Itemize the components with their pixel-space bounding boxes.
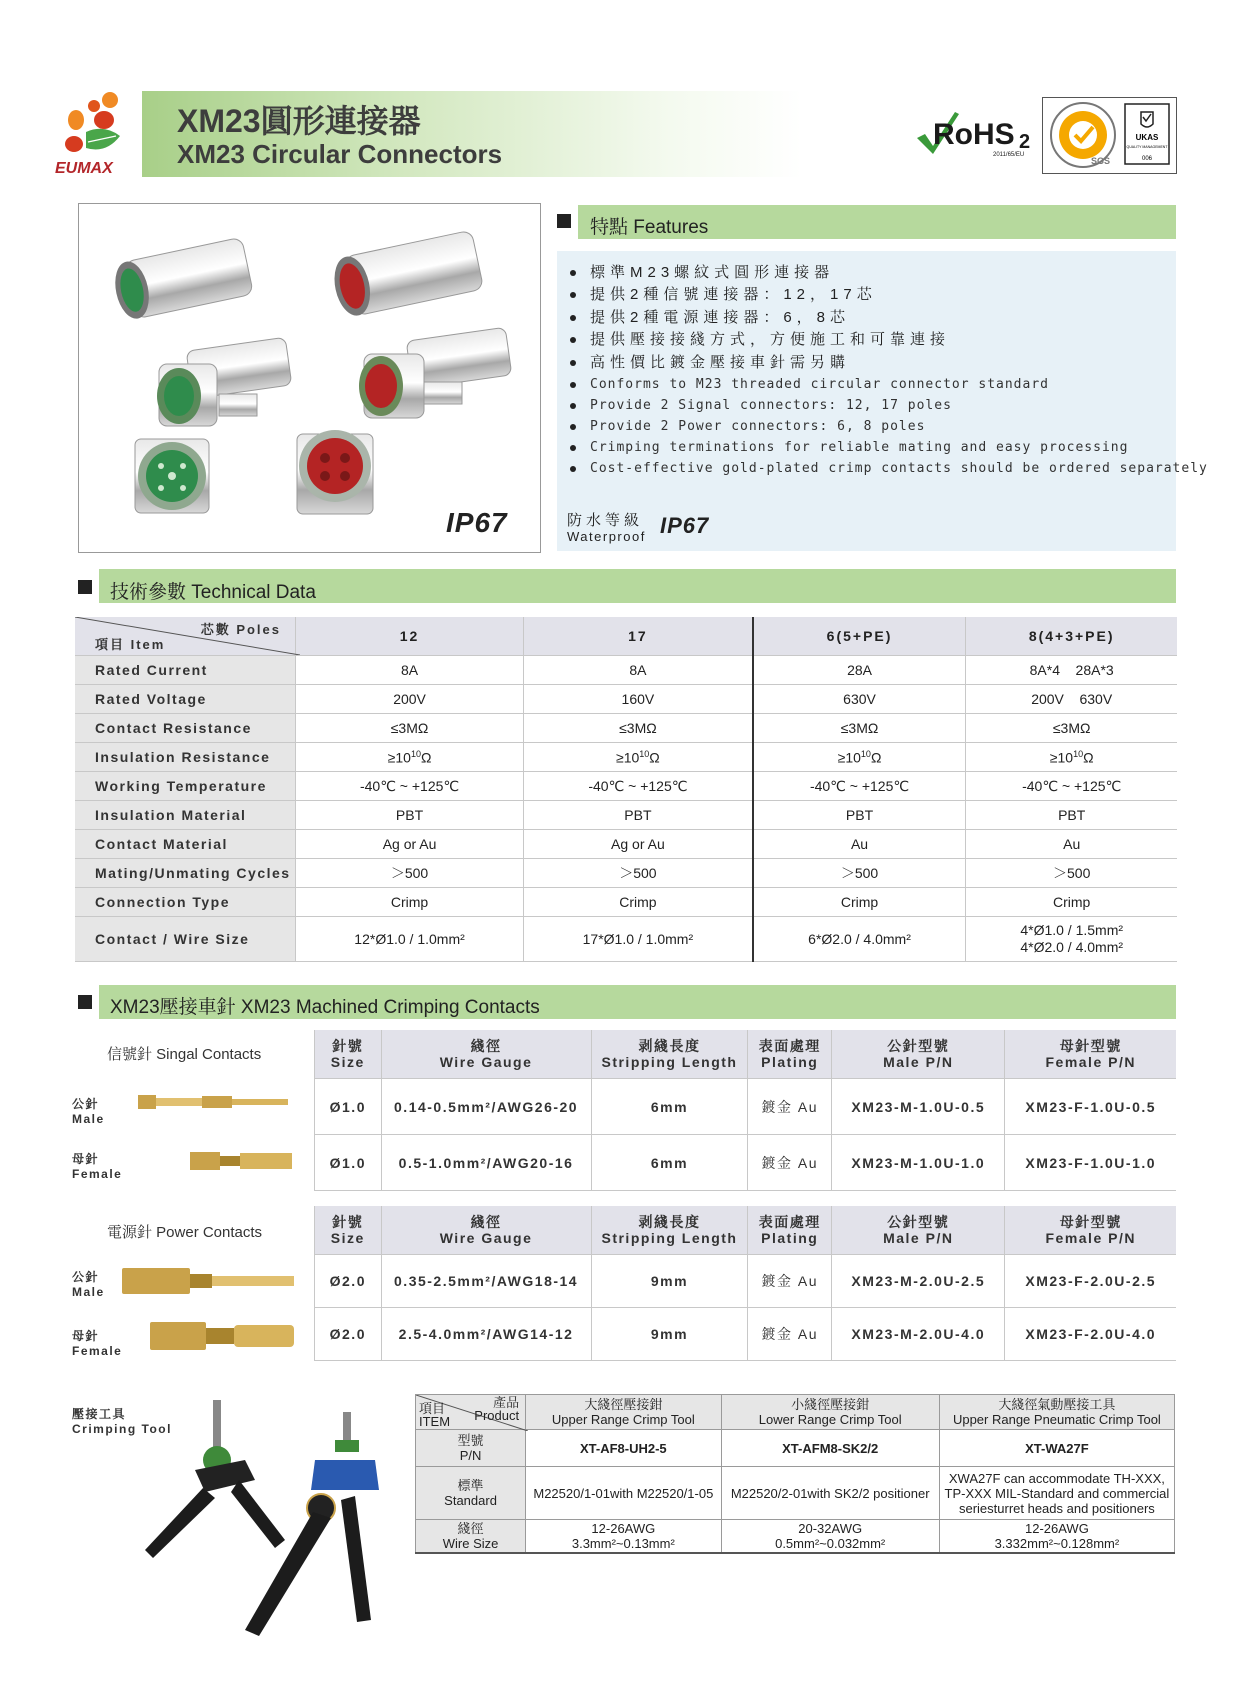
row-label: Contact Material (75, 830, 296, 859)
cell: 200V 630V (966, 685, 1177, 714)
bullet-icon (570, 466, 576, 472)
cell: Ø1.0 (315, 1135, 382, 1191)
signal-male-label: 公針 Male (72, 1097, 105, 1126)
cell: XM23-M-2.0U-4.0 (832, 1308, 1005, 1361)
sgs-text: SGS (1091, 156, 1111, 166)
ukas-sub: QUALITY MANAGEMENT (1126, 145, 1168, 149)
cell: 6mm (591, 1079, 748, 1135)
table-row (75, 714, 1177, 743)
angled-connector-green (157, 337, 292, 426)
cell: Ag or Au (296, 830, 524, 859)
corner-cell (75, 617, 296, 656)
section-marker (78, 995, 92, 1009)
signal-male-pin-image (138, 1092, 290, 1112)
cell: PBT (524, 801, 753, 830)
straight-connector-green (110, 237, 253, 322)
cell: $\ge 10^{10}\Omega$ (524, 743, 753, 772)
cell: Crimp (753, 888, 966, 917)
col-header-17: 17 (524, 617, 753, 656)
row-label: 型號 P/N (416, 1430, 526, 1467)
cell: ≤3MΩ (524, 714, 753, 743)
cell: 200V (296, 685, 524, 714)
cell: ＞500 (296, 859, 524, 888)
cell: ＞500 (966, 859, 1177, 888)
power-female-pin-image (150, 1320, 296, 1352)
header-size: 針號 Size (315, 1030, 382, 1079)
cell: XT-WA27F (939, 1430, 1174, 1467)
table-row (75, 830, 1177, 859)
signal-female-pin-image (190, 1150, 294, 1172)
bullet-icon (570, 270, 576, 276)
signal-female-label: 母針 Female (72, 1152, 123, 1181)
table-row (75, 772, 1177, 801)
crimp-tool-illustration (135, 1400, 395, 1640)
feature-en-3: Provide 2 Power connectors: 6, 8 poles (570, 419, 925, 434)
feature-en-1: Conforms to M23 threaded circular connector standard (570, 377, 1049, 392)
col-upper-range: 大綫徑壓接鉗 Upper Range Crimp Tool (526, 1395, 721, 1430)
waterproof-value: IP67 (660, 513, 710, 538)
cell: 630V (753, 685, 966, 714)
table-row (75, 888, 1177, 917)
cell: Au (753, 830, 966, 859)
cell: 8A*4 28A*3 (966, 656, 1177, 685)
connector-illustrations (79, 204, 540, 552)
header-size: 針號 Size (315, 1206, 382, 1255)
cell: ≤3MΩ (753, 714, 966, 743)
power-male-pin-image (122, 1266, 296, 1296)
flange-receptacle-green (135, 439, 209, 513)
row-label: Rated Voltage (75, 685, 296, 714)
cell: 鍍金 Au (748, 1255, 832, 1308)
feature-en-2: Provide 2 Signal connectors: 12, 17 poles (570, 398, 952, 413)
col-pneumatic: 大綫徑氣動壓接工具 Upper Range Pneumatic Crimp Tool (939, 1395, 1174, 1430)
cell: -40℃ ~ +125℃ (966, 772, 1177, 801)
crimping-tool-label: 壓接工具 Crimping Tool (72, 1407, 172, 1436)
header-row (315, 1030, 1177, 1079)
cell: ≤3MΩ (296, 714, 524, 743)
cell: M22520/2-01with SK2/2 positioner (721, 1467, 939, 1520)
table-row (315, 1135, 1177, 1191)
cell: 160V (524, 685, 753, 714)
cell: XM23-M-2.0U-2.5 (832, 1255, 1005, 1308)
corner-item: 項目 ITEM (419, 1401, 451, 1429)
cell: 鍍金 Au (748, 1308, 832, 1361)
cell: Ø2.0 (315, 1308, 382, 1361)
crimp-tool-table (415, 1394, 1175, 1554)
header-row (315, 1206, 1177, 1255)
cell: PBT (753, 801, 966, 830)
tool-row-standard (416, 1467, 1175, 1520)
rohs-logo (915, 108, 1035, 160)
header-plating: 表面處理 Plating (748, 1030, 832, 1079)
cell: 9mm (591, 1308, 748, 1361)
feature-en-4: Crimping terminations for reliable mating and easy processing (570, 440, 1128, 455)
row-label: Connection Type (75, 888, 296, 917)
table-row (75, 917, 1177, 962)
technical-header-row (75, 617, 1177, 656)
row-label: 標準 Standard (416, 1467, 526, 1520)
col-lower-range: 小綫徑壓接鉗 Lower Range Crimp Tool (721, 1395, 939, 1430)
sgs-seal (1043, 98, 1176, 173)
cell: PBT (296, 801, 524, 830)
header-male-pn: 公針型號 Male P/N (832, 1030, 1005, 1079)
power-contacts-title: 電源針 Power Contacts (107, 1224, 263, 1241)
cell: -40℃ ~ +125℃ (296, 772, 524, 801)
row-label: Rated Current (75, 656, 296, 685)
cell: XM23-M-1.0U-1.0 (832, 1135, 1005, 1191)
cell: 9mm (591, 1255, 748, 1308)
rohs-note: 2011/65/EU (993, 152, 1025, 158)
bullet-icon (570, 337, 576, 343)
cell: $\ge 10^{10}\Omega$ (296, 743, 524, 772)
cell: XM23-M-1.0U-0.5 (832, 1079, 1005, 1135)
header-stripping: 剥綫長度 Stripping Length (591, 1030, 748, 1079)
header-wire-gauge: 綫徑 Wire Gauge (381, 1206, 591, 1255)
cell: ≤3MΩ (966, 714, 1177, 743)
bullet-icon (570, 403, 576, 409)
cell: XM23-F-2.0U-4.0 (1005, 1308, 1176, 1361)
certification-box (1042, 97, 1177, 174)
angled-connector-red (359, 327, 512, 418)
straight-connector-red (329, 230, 483, 319)
rohs-text: RoHS (933, 118, 1015, 151)
corner-product: 產品 Product (474, 1395, 520, 1423)
ukas-text: UKAS (1135, 133, 1159, 142)
corner-poles: 芯數 Poles (200, 622, 281, 637)
cell: 8A (296, 656, 524, 685)
table-row (75, 859, 1177, 888)
corner-item: 項目 Item (95, 637, 166, 652)
table-row (315, 1308, 1177, 1361)
cell: M22520/1-01with M22520/1-05 (526, 1467, 721, 1520)
feature-en-5: Cost-effective gold-plated crimp contacts should be ordered separately (570, 461, 1208, 476)
cell: 17*Ø1.0 / 1.0mm² (524, 917, 753, 962)
feature-zh-3: 提供2種電源連接器：6，8芯 (570, 306, 850, 327)
cell: 28A (753, 656, 966, 685)
col-header-12: 12 (296, 617, 524, 656)
col-header-8: 8(4+3+PE) (966, 617, 1177, 656)
bullet-icon (570, 360, 576, 366)
waterproof-en: Waterproof (567, 529, 646, 544)
cell: 鍍金 Au (748, 1079, 832, 1135)
cell: 12-26AWG 3.3mm²~0.13mm² (526, 1520, 721, 1554)
cell: 2.5-4.0mm²/AWG14-12 (381, 1308, 591, 1361)
bullet-icon (570, 382, 576, 388)
cell: XWA27F can accommodate TH-XXX, TP-XXX MIL-Standard and commercial seriesturret heads and positioners (939, 1467, 1174, 1520)
power-male-label: 公針 Male (72, 1270, 105, 1299)
cell: $\ge 10^{10}\Omega$ (753, 743, 966, 772)
brand-name: EUMAX (55, 160, 113, 177)
cell: 0.14-0.5mm²/AWG26-20 (381, 1079, 591, 1135)
cell: Crimp (966, 888, 1177, 917)
table-row (315, 1255, 1177, 1308)
cell: 鍍金 Au (748, 1135, 832, 1191)
cell: 4*Ø1.0 / 1.5mm² 4*Ø2.0 / 4.0mm² (966, 917, 1177, 962)
cell: 20-32AWG 0.5mm²~0.032mm² (721, 1520, 939, 1554)
row-label: Insulation Material (75, 801, 296, 830)
table-row (75, 685, 1177, 714)
cell: XM23-F-1.0U-0.5 (1005, 1079, 1176, 1135)
row-label: 綫徑 Wire Size (416, 1520, 526, 1554)
cell: PBT (966, 801, 1177, 830)
header-plating: 表面處理 Plating (748, 1206, 832, 1255)
crimping-title: XM23壓接車針 XM23 Machined Crimping Contacts (110, 997, 540, 1018)
cell: 8A (524, 656, 753, 685)
waterproof-zh: 防水等級 (567, 512, 644, 529)
cell: 6mm (591, 1135, 748, 1191)
cell: Crimp (296, 888, 524, 917)
bullet-icon (570, 424, 576, 430)
power-female-label: 母針 Female (72, 1329, 123, 1358)
table-row (75, 656, 1177, 685)
ip67-label: IP67 (446, 507, 508, 538)
tool-row-pn (416, 1430, 1175, 1467)
bullet-icon (570, 445, 576, 451)
table-row (315, 1079, 1177, 1135)
feature-zh-1: 標準M23螺紋式圓形連接器 (570, 261, 834, 282)
bullet-icon (570, 292, 576, 298)
signal-contacts-title: 信號針 Singal Contacts (107, 1046, 262, 1063)
cell: Ø2.0 (315, 1255, 382, 1308)
upper-range-crimp-tool (145, 1400, 285, 1558)
section-marker (78, 580, 92, 594)
header-female-pn: 母針型號 Female P/N (1005, 1206, 1176, 1255)
cell: ＞500 (524, 859, 753, 888)
cell: ＞500 (753, 859, 966, 888)
header-wire-gauge: 綫徑 Wire Gauge (381, 1030, 591, 1079)
features-title: 特點 Features (590, 217, 709, 238)
product-photo (78, 203, 541, 553)
feature-zh-2: 提供2種信號連接器：12，17芯 (570, 283, 877, 304)
page-title-zh: XM23圓形連接器 (177, 103, 421, 139)
cell: 0.35-2.5mm²/AWG18-14 (381, 1255, 591, 1308)
cell: Ag or Au (524, 830, 753, 859)
table-row (75, 743, 1177, 772)
ukas-num: 006 (1141, 156, 1153, 162)
cell: XT-AF8-UH2-5 (526, 1430, 721, 1467)
cell: Au (966, 830, 1177, 859)
cell: 6*Ø2.0 / 4.0mm² (753, 917, 966, 962)
cell: XM23-F-2.0U-2.5 (1005, 1255, 1176, 1308)
tool-header-row (416, 1395, 1175, 1430)
feature-zh-5: 高性價比鍍金壓接車針需另購 (570, 351, 850, 372)
cell: $\ge 10^{10}\Omega$ (966, 743, 1177, 772)
cell: Ø1.0 (315, 1079, 382, 1135)
bullet-icon (570, 315, 576, 321)
cell: 12*Ø1.0 / 1.0mm² (296, 917, 524, 962)
header-male-pn: 公針型號 Male P/N (832, 1206, 1005, 1255)
flange-receptacle-red (297, 430, 373, 514)
technical-table (75, 617, 1177, 962)
signal-contacts-table (314, 1030, 1176, 1191)
cell: -40℃ ~ +125℃ (524, 772, 753, 801)
page-title-en: XM23 Circular Connectors (177, 139, 503, 169)
header-stripping: 剥綫長度 Stripping Length (591, 1206, 748, 1255)
cell: 0.5-1.0mm²/AWG20-16 (381, 1135, 591, 1191)
power-contacts-table (314, 1206, 1176, 1361)
row-label: Contact / Wire Size (75, 917, 296, 962)
section-marker (557, 214, 571, 228)
row-label: Insulation Resistance (75, 743, 296, 772)
cell: XT-AFM8-SK2/2 (721, 1430, 939, 1467)
table-row (75, 801, 1177, 830)
cell: XM23-F-1.0U-1.0 (1005, 1135, 1176, 1191)
tool-row-wire-size (416, 1520, 1175, 1554)
col-header-6: 6(5+PE) (753, 617, 966, 656)
cell: 12-26AWG 3.332mm²~0.128mm² (939, 1520, 1174, 1554)
cell: -40℃ ~ +125℃ (753, 772, 966, 801)
technical-title: 技術參數 Technical Data (110, 582, 316, 603)
row-label: Mating/Unmating Cycles (75, 859, 296, 888)
header-female-pn: 母針型號 Female P/N (1005, 1030, 1176, 1079)
row-label: Working Temperature (75, 772, 296, 801)
cell: Crimp (524, 888, 753, 917)
rohs-sub: 2 (1019, 131, 1031, 153)
feature-zh-4: 提供壓接接綫方式，方便施工和可靠連接 (570, 328, 950, 349)
corner-cell (416, 1395, 526, 1430)
row-label: Contact Resistance (75, 714, 296, 743)
